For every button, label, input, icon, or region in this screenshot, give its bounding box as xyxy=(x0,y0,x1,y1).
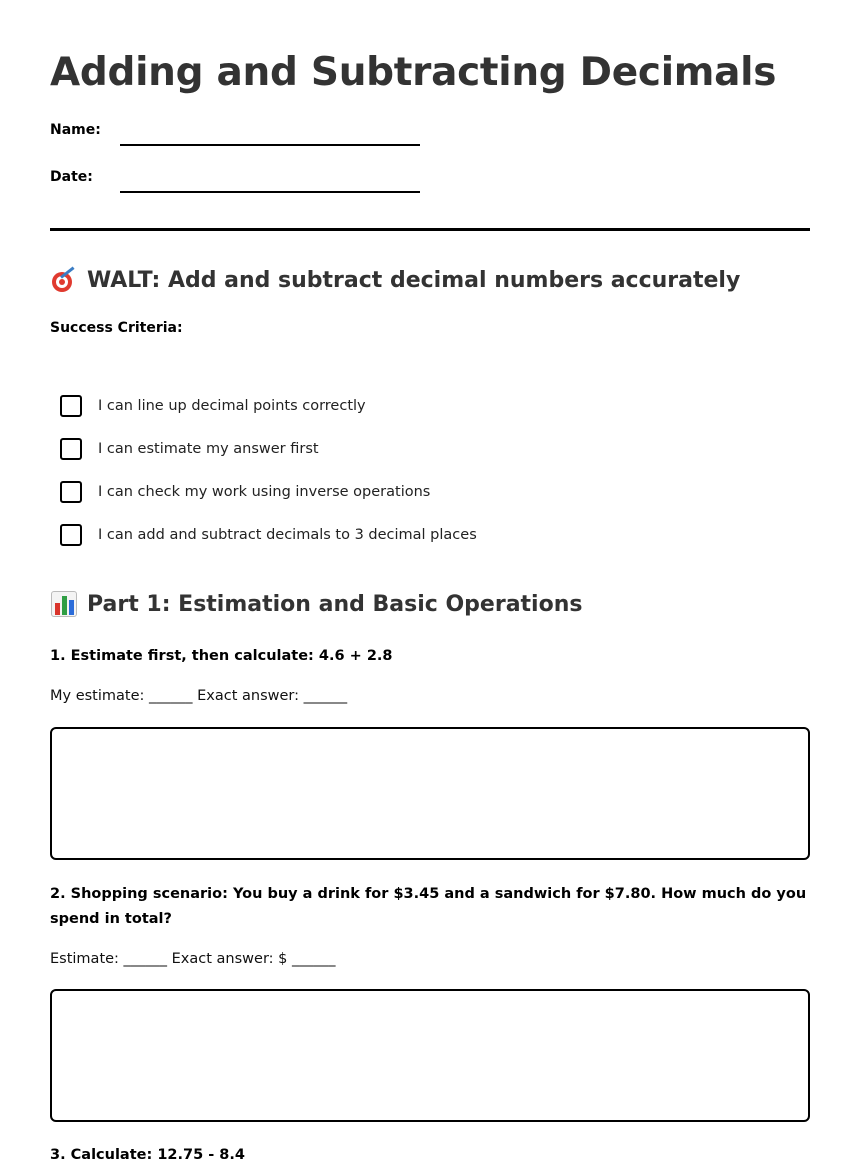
criteria-item xyxy=(60,427,477,470)
name-field xyxy=(50,122,420,152)
question-1: 1. Estimate first, then calculate: 4.6 + 2.8 xyxy=(50,648,393,664)
criteria-checkbox[interactable] xyxy=(60,438,82,460)
criteria-item xyxy=(60,384,477,427)
header-divider xyxy=(50,228,810,231)
criteria-item xyxy=(60,470,477,513)
criteria-item xyxy=(60,513,477,556)
question-1-answer-line: My estimate: ______ Exact answer: ______ xyxy=(50,688,348,704)
criteria-checkbox[interactable] xyxy=(60,395,82,417)
bar-chart-icon xyxy=(50,590,78,618)
date-blank-line[interactable] xyxy=(120,191,420,193)
name-label: Name: xyxy=(50,122,101,138)
walt-heading xyxy=(50,266,740,294)
target-icon xyxy=(50,266,78,294)
date-field xyxy=(50,169,420,199)
part1-heading xyxy=(50,590,582,618)
criteria-checkbox[interactable] xyxy=(60,524,82,546)
part1-heading-text: Part 1: Estimation and Basic Operations xyxy=(87,591,583,617)
criteria-text: I can line up decimal points correctly xyxy=(98,397,366,414)
criteria-text: I can estimate my answer first xyxy=(98,440,319,457)
criteria-checkbox[interactable] xyxy=(60,481,82,503)
question-2-answer-line: Estimate: ______ Exact answer: $ ______ xyxy=(50,951,336,967)
date-label: Date: xyxy=(50,169,93,185)
walt-heading-text: WALT: Add and subtract decimal numbers accurately xyxy=(87,267,741,293)
criteria-text: I can add and subtract decimals to 3 decimal places xyxy=(98,526,477,543)
question-3: 3. Calculate: 12.75 - 8.4 xyxy=(50,1147,245,1163)
success-criteria-list xyxy=(60,384,477,556)
question-2-work-box[interactable] xyxy=(50,989,810,1122)
name-blank-line[interactable] xyxy=(120,144,420,146)
criteria-text: I can check my work using inverse operations xyxy=(98,483,431,500)
question-2: 2. Shopping scenario: You buy a drink for $3.45 and a sandwich for $7.80. How much do you spend in total? xyxy=(50,886,807,927)
page-title: Adding and Subtracting Decimals xyxy=(50,50,777,95)
question-1-work-box[interactable] xyxy=(50,727,810,860)
success-criteria-label: Success Criteria: xyxy=(50,320,183,336)
